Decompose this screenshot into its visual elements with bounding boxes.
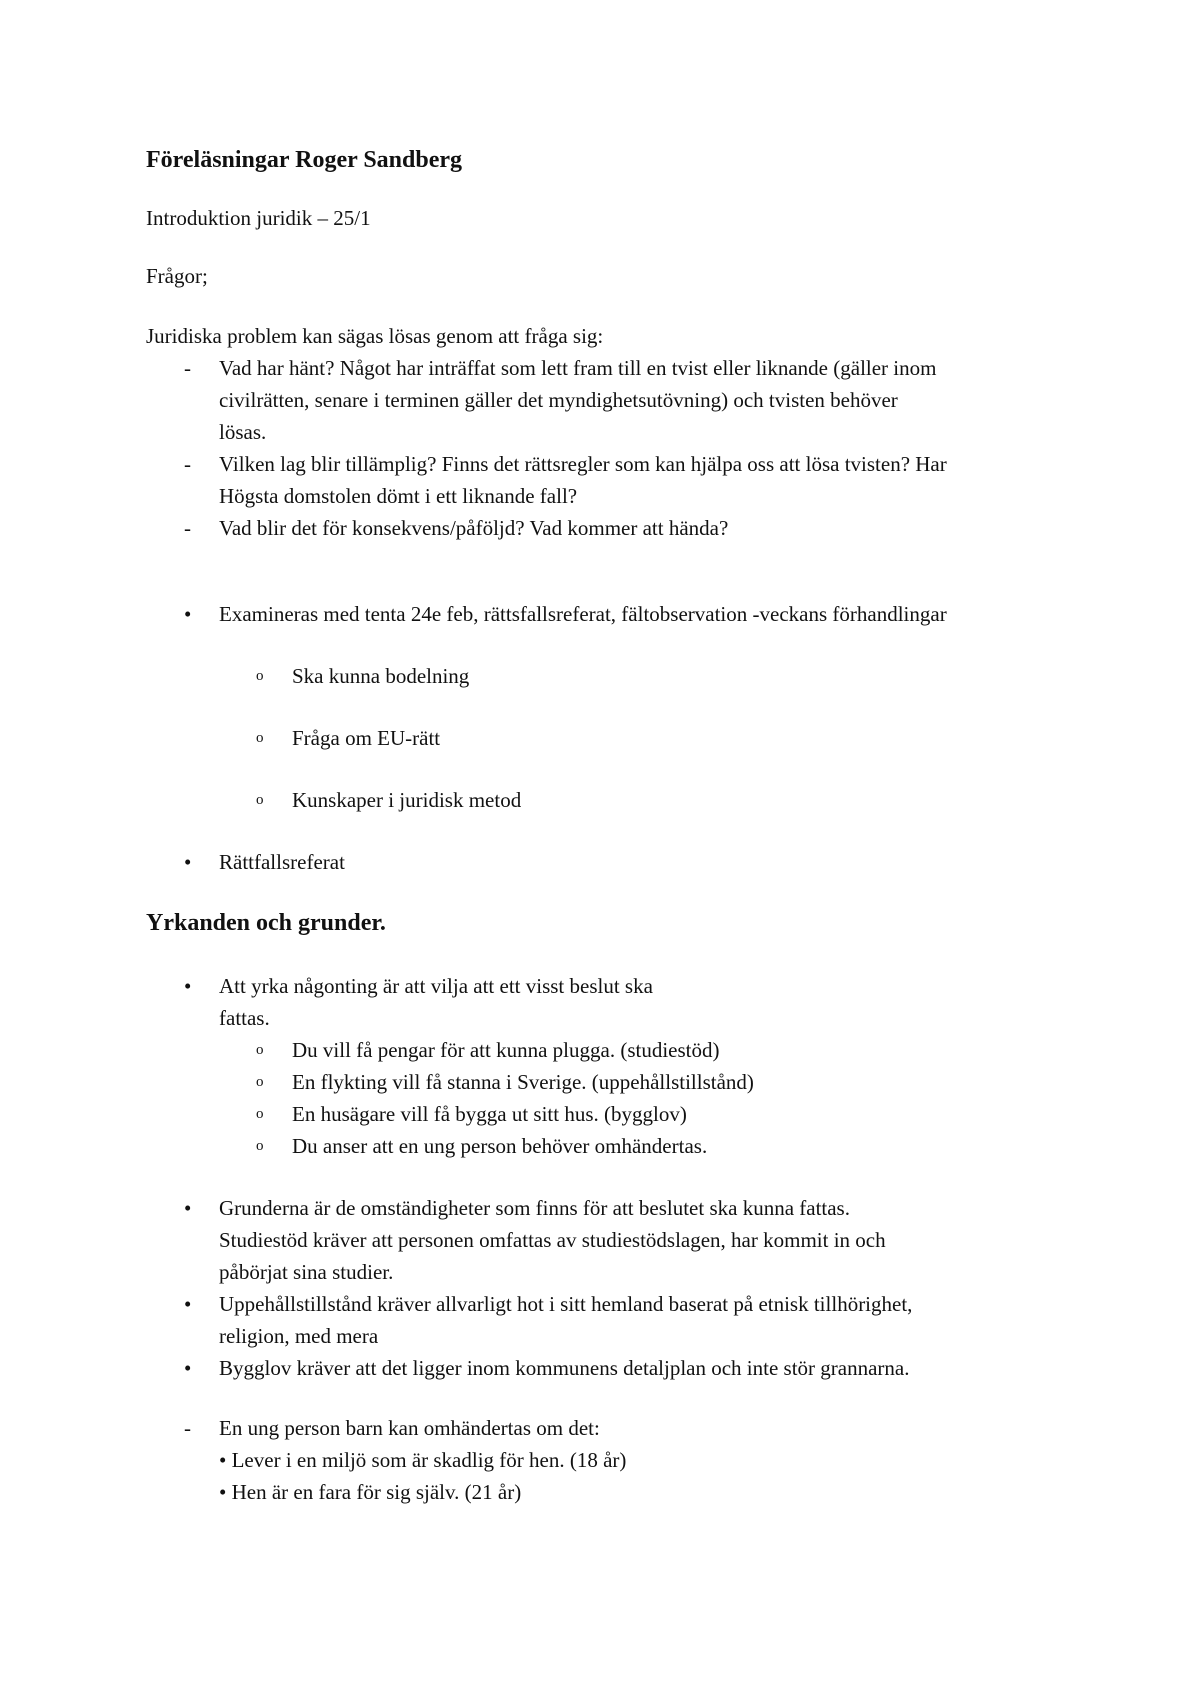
circle-marker: o <box>256 792 264 808</box>
omhandertas-section <box>146 1412 1066 1508</box>
list-item-text: En husägare vill få bygga ut sitt hus. (bygglov) <box>292 1102 687 1126</box>
intro-line: Juridiska problem kan sägas lösas genom att fråga sig: <box>146 324 604 348</box>
list-item-text: Du vill få pengar för att kunna plugga. (studiestöd) <box>292 1038 720 1062</box>
list-item <box>146 598 1066 630</box>
list-item-text: Fråga om EU-rätt <box>292 726 441 750</box>
circle-marker: o <box>256 1106 264 1122</box>
circle-marker: o <box>256 1074 264 1090</box>
bullet-marker: • <box>184 1196 192 1220</box>
lecture-subtitle: Introduktion juridik – 25/1 <box>146 206 371 230</box>
list-item-text: Examineras med tenta 24e feb, rättsfallsreferat, fältobservation -veckans förhandlingar <box>219 602 947 626</box>
sub-list-item <box>146 1066 1066 1098</box>
dash-marker: - <box>184 356 191 380</box>
circle-marker: o <box>256 1042 264 1058</box>
bullet-marker: • <box>184 1292 192 1316</box>
sub-list-item <box>146 1034 1066 1066</box>
section-heading: Yrkanden och grunder. <box>146 910 386 936</box>
list-item-text: Vad blir det för konsekvens/påföljd? Vad kommer att hända? <box>219 516 729 540</box>
document-body <box>146 142 1066 1508</box>
list-item-text: • Lever i en miljö som är skadlig för hen. (18 år) <box>219 1448 627 1472</box>
list-item-text: fattas. <box>219 1006 270 1030</box>
circle-marker: o <box>256 668 264 684</box>
sub-list-item <box>146 1130 1066 1162</box>
list-item-text: Du anser att en ung person behöver omhändertas. <box>292 1134 708 1158</box>
list-item <box>146 1192 1066 1288</box>
list-item-text: Ska kunna bodelning <box>292 664 470 688</box>
list-item-text: Att yrka någonting är att vilja att ett visst beslut ska <box>219 974 653 998</box>
dash-marker: - <box>184 516 191 540</box>
circle-marker: o <box>256 730 264 746</box>
list-item-text: Vilken lag blir tillämplig? Finns det rättsregler som kan hjälpa oss att lösa tvisten? Har <box>219 452 947 476</box>
bullet-marker: • <box>184 974 192 998</box>
list-item <box>146 448 1066 512</box>
list-item-text: Studiestöd kräver att personen omfattas av studiestödslagen, har kommit in och <box>219 1228 886 1252</box>
list-item-text: En flykting vill få stanna i Sverige. (uppehållstillstånd) <box>292 1070 754 1094</box>
list-item-text: Rättfallsreferat <box>219 850 345 874</box>
questions-label: Frågor; <box>146 264 208 288</box>
list-item-text: religion, med mera <box>219 1324 379 1348</box>
list-item-text: En ung person barn kan omhändertas om det: <box>219 1416 600 1440</box>
list-item-text: civilrätten, senare i terminen gäller det myndighetsutövning) och tvisten behöver <box>219 388 898 412</box>
list-item <box>146 970 1066 1034</box>
question-list <box>146 352 1066 544</box>
list-item-text: Bygglov kräver att det ligger inom kommunens detaljplan och inte stör grannarna. <box>219 1356 910 1380</box>
document-title: Föreläsningar Roger Sandberg <box>146 147 463 173</box>
list-item <box>146 1412 1066 1508</box>
list-item-text: Kunskaper i juridisk metod <box>292 788 522 812</box>
list-item <box>146 846 1066 878</box>
bullet-marker: • <box>184 1356 192 1380</box>
bullet-marker: • <box>184 602 192 626</box>
sub-list-item <box>146 660 1066 692</box>
list-item-text: påbörjat sina studier. <box>219 1260 394 1284</box>
grunder-section <box>146 1192 1066 1384</box>
list-item-text: lösas. <box>219 420 267 444</box>
list-item-text: Högsta domstolen dömt i ett liknande fall? <box>219 484 578 508</box>
list-item <box>146 1288 1066 1352</box>
list-item-text: Vad har hänt? Något har inträffat som lett fram till en tvist eller liknande (gäller inom <box>219 356 937 380</box>
sub-list-item <box>146 722 1066 754</box>
yrka-section <box>146 970 1066 1162</box>
list-item-text: Grunderna är de omständigheter som finns för att beslutet ska kunna fattas. <box>219 1196 850 1220</box>
bullet-marker: • <box>184 850 192 874</box>
circle-marker: o <box>256 1138 264 1154</box>
sub-list-item <box>146 784 1066 816</box>
list-item <box>146 1352 1066 1384</box>
list-item <box>146 512 1066 544</box>
sub-list-item <box>146 1098 1066 1130</box>
dash-marker: - <box>184 452 191 476</box>
exam-section <box>146 598 1066 878</box>
list-item-text: • Hen är en fara för sig själv. (21 år) <box>219 1480 522 1504</box>
list-item-text: Uppehållstillstånd kräver allvarligt hot i sitt hemland baserat på etnisk tillhörighet, <box>219 1292 913 1316</box>
list-item <box>146 352 1066 448</box>
dash-marker: - <box>184 1416 191 1440</box>
